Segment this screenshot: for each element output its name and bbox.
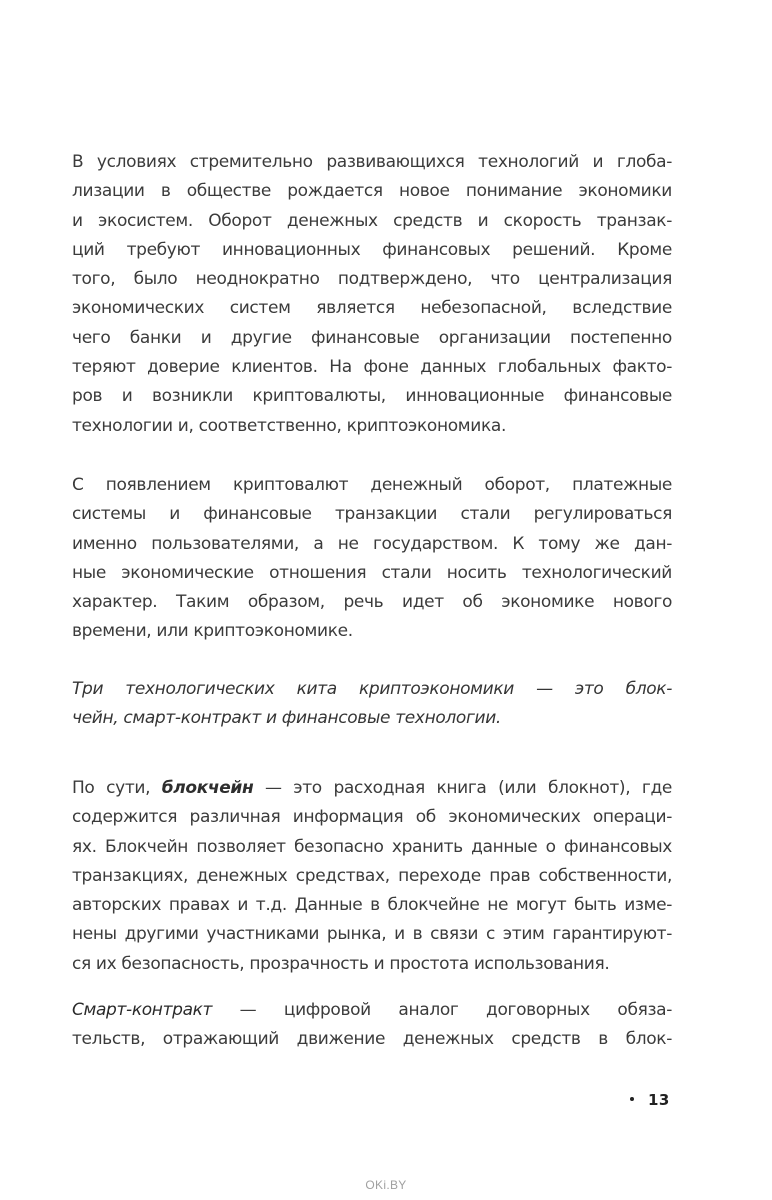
text-line: экономических систем является небезопасной, вследствие [72,298,672,319]
text-line: Три технологических кита криптоэкономики — это блок- [72,679,672,699]
text-run: По сути, [72,778,162,798]
text-line [72,774,672,803]
paragraph-smart-contract [72,996,672,1055]
paragraph-intro [72,148,672,441]
text-line: В условиях стремительно развивающихся технологий и глоба- [72,152,672,172]
term-smart-contract: Смарт-контракт [72,1000,213,1020]
term-blockchain: блокчейн [161,778,254,798]
text-line: теряют доверие клиентов. На фоне данных глобальных факто- [72,357,672,378]
text-line: тельств, отражающий движение денежных средств в блок- [72,1029,672,1050]
text-line: лизации в обществе рождается новое понимание экономики [72,181,672,202]
paragraph-blockchain [72,774,672,979]
text-run: — цифровой аналог договорных обяза- [212,1000,672,1020]
page-number-value: 13 [648,1091,670,1109]
text-line: авторских правах и т.д. Данные в блокчейне не могут быть изме- [72,895,672,916]
text-run: — это расходная книга (или блокнот), где [253,778,672,798]
text-line: времени, или криптоэкономике. [72,621,353,642]
text-line: и экосистем. Оборот денежных средств и скорость транзак- [72,210,672,231]
text-line [72,996,672,1025]
paragraph-crypto-emergence [72,471,672,647]
text-line: ров и возникли криптовалюты, инновационные финансовые [72,386,672,407]
text-line: чего банки и другие финансовые организации постепенно [72,327,672,348]
text-line: С появлением криптовалют денежный оборот, платежные [72,475,672,495]
text-line: ся их безопасность, прозрачность и простота использования. [72,953,610,974]
bullet-icon [630,1097,634,1101]
text-line: системы и финансовые транзакции стали регулироваться [72,504,672,525]
text-line: нены другими участниками рынка, и в связи с этим гарантируют- [72,924,672,945]
text-line: ций требуют инновационных финансовых решений. Кроме [72,239,672,260]
text-line: характер. Таким образом, речь идет об экономике нового [72,592,672,613]
text-line: ях. Блокчейн позволяет безопасно хранить данные о финансовых [72,836,672,857]
watermark: OKi.BY [365,1178,407,1192]
page-number [630,1091,670,1109]
text-line: технологии и, соответственно, криптоэкономика. [72,415,506,436]
paragraph-three-pillars [72,675,672,734]
text-line: ные экономические отношения стали носить технологический [72,562,672,583]
text-line: именно пользователями, а не государством. К тому же дан- [72,533,672,554]
text-line: того, было неоднократно подтверждено, что централизация [72,269,672,290]
text-line: транзакциях, денежных средствах, переходе прав собственности, [72,865,672,886]
text-line: содержится различная информация об экономических операци- [72,807,672,828]
text-line: чейн, смарт-контракт и финансовые технологии. [72,708,501,729]
